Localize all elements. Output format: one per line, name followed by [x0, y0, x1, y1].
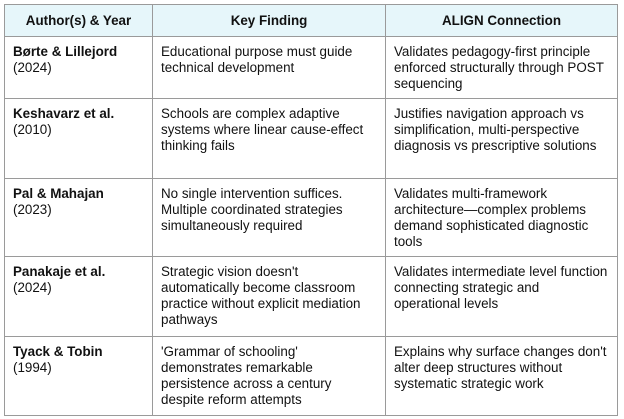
author-year: (2010): [13, 122, 52, 137]
author-name: Børte & Lillejord: [13, 44, 118, 59]
connection-cell: Validates multi-framework architecture—complex problems demand sophisticated diagnostic tools: [386, 179, 618, 257]
finding-cell: Educational purpose must guide technical development: [153, 37, 386, 99]
author-name: Pal & Mahajan: [13, 186, 104, 201]
connection-cell: Validates intermediate level function connecting strategic and operational levels: [386, 257, 618, 337]
table-row: [5, 179, 618, 257]
author-year: (1994): [13, 360, 52, 375]
table-row: [5, 257, 618, 337]
author-name: Panakaje et al.: [13, 264, 106, 279]
author-year: (2023): [13, 202, 52, 217]
table-row: [5, 337, 618, 416]
table-row: [5, 37, 618, 99]
header-connection: ALIGN Connection: [386, 5, 618, 37]
author-cell: [5, 337, 153, 416]
author-year: (2024): [13, 280, 52, 295]
connection-cell: Explains why surface changes don't alter deep structures without systematic strategic work: [386, 337, 618, 416]
header-finding: Key Finding: [153, 5, 386, 37]
author-cell: [5, 99, 153, 179]
finding-cell: No single intervention suffices. Multiple coordinated strategies simultaneously required: [153, 179, 386, 257]
author-name: Tyack & Tobin: [13, 344, 103, 359]
finding-cell: Strategic vision doesn't automatically become classroom practice without explicit mediation pathways: [153, 257, 386, 337]
header-row: [5, 5, 618, 37]
author-year: (2024): [13, 60, 52, 75]
finding-cell: 'Grammar of schooling' demonstrates remarkable persistence across a century despite reform attempts: [153, 337, 386, 416]
author-cell: [5, 179, 153, 257]
table-row: [5, 99, 618, 179]
connection-cell: Justifies navigation approach vs simplification, multi-perspective diagnosis vs prescriptive solutions: [386, 99, 618, 179]
author-cell: [5, 37, 153, 99]
finding-cell: Schools are complex adaptive systems where linear cause-effect thinking fails: [153, 99, 386, 179]
author-cell: [5, 257, 153, 337]
author-name: Keshavarz et al.: [13, 106, 115, 121]
connection-cell: Validates pedagogy-first principle enforced structurally through POST sequencing: [386, 37, 618, 99]
header-author: Author(s) & Year: [5, 5, 153, 37]
literature-table: [4, 4, 618, 416]
